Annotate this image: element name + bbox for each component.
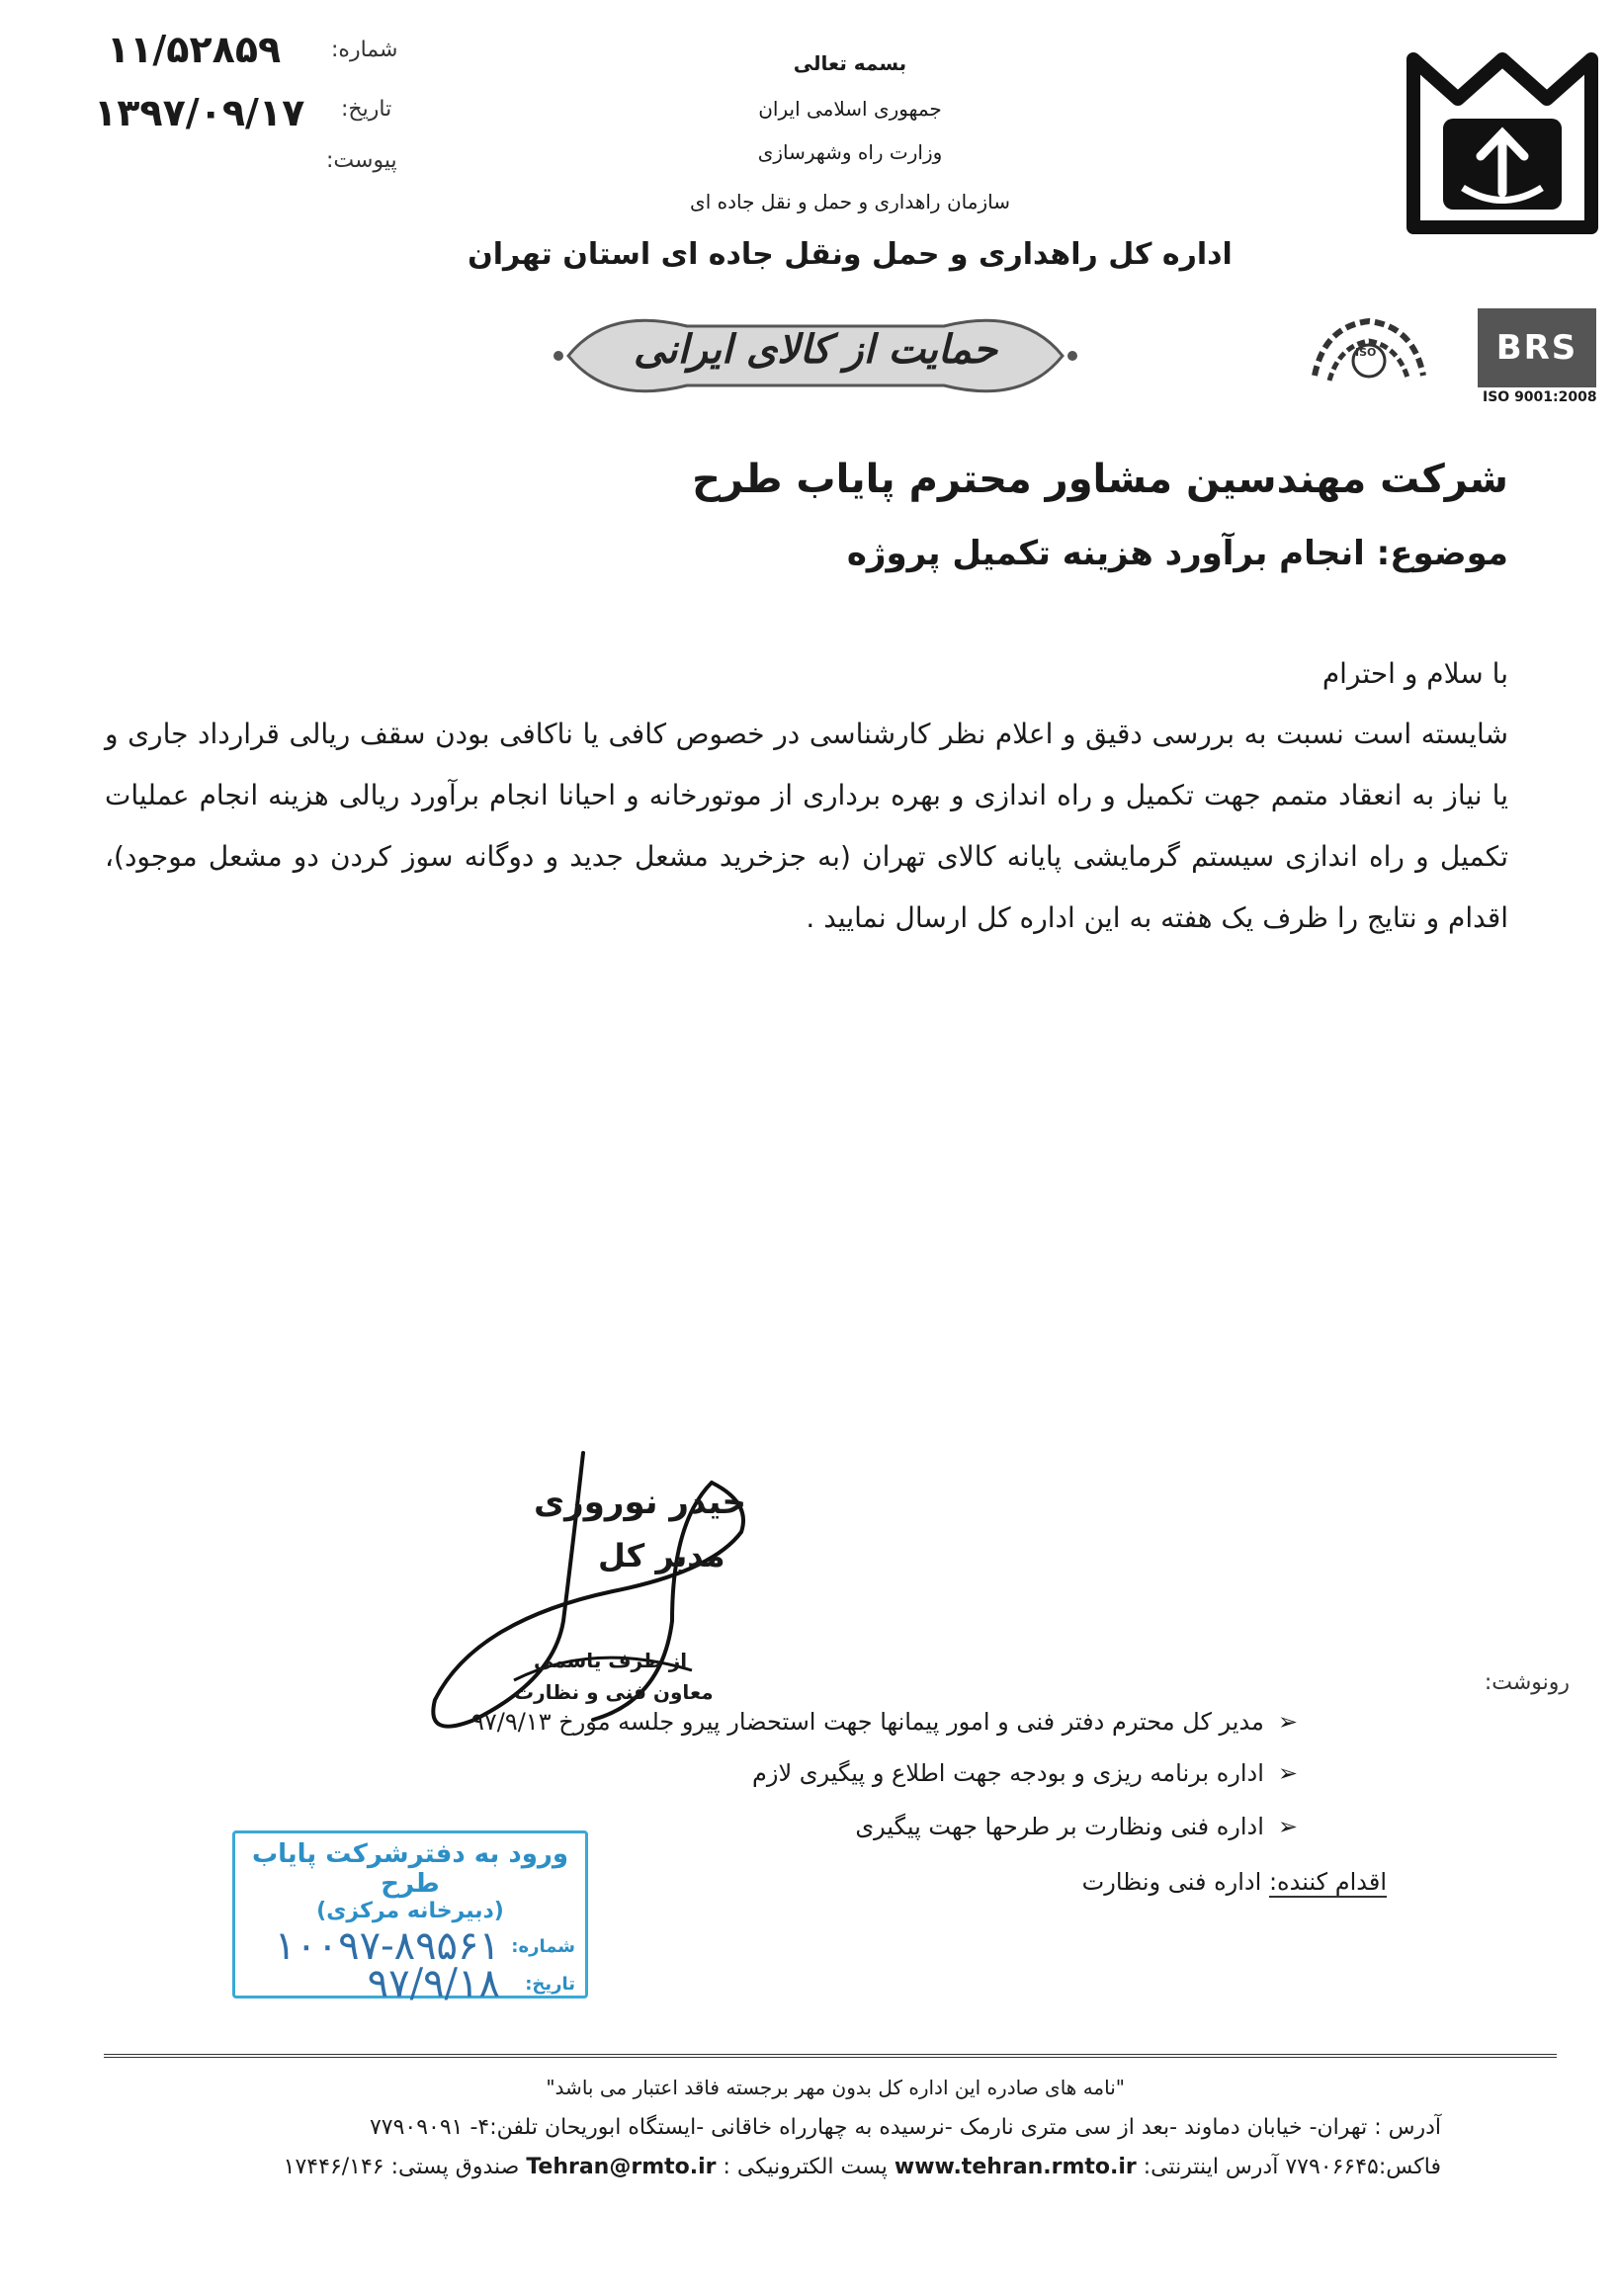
stamp-date-label: تاریخ:: [525, 1973, 575, 1995]
footer-website-link[interactable]: www.tehran.rmto.ir: [894, 2155, 1137, 2179]
letter-date-value: ۱۳۹۷/۰۹/۱۷: [94, 91, 305, 134]
letter-body: شایسته است نسبت به بررسی دقیق و اعلام نظر کارشناسی در خصوص کافی یا ناکافی بودن سقف ریالی قرارداد جاری و یا نیاز به انعقاد متمم جهت تکمیل و راه اندازی و بهره برداری از موتورخانه و احیانا انجام برآورد ریالی هزینه انجام عملیات تکمیل و راه اندازی سیستم گرمایشی پایانه کالای تهران (به جزخرید مشعل جدید و دوگانه سوز کردن دو مشعل موجود)، اقدام و نتایج را ظرف یک هفته به این اداره کل ارسال نمایید .: [105, 718, 1508, 934]
footer-divider: [104, 2054, 1557, 2058]
on-behalf-of: از طرف یاسمی: [534, 1649, 688, 1672]
department-title: اداره کل راهداری و حمل ونقل جاده ای استان تهران: [468, 237, 1233, 272]
iso-certificate-text: ISO 9001:2008: [1483, 389, 1597, 405]
rmto-logo-icon: [1404, 40, 1601, 237]
republic-title: جمهوری اسلامی ایران: [758, 97, 942, 121]
cc-item-1: ➢مدیر کل محترم دفتر فنی و امور پیمانها جهت استحضار پیرو جلسه مورخ ۹۷/۹/۱۳: [470, 1708, 1298, 1736]
banner-calligraphy: حمایت از کالای ایرانی: [634, 326, 997, 373]
letter-number-value: ۱۱/۵۲۸۵۹: [107, 28, 282, 71]
signatory-title: مدیر کل: [598, 1537, 725, 1574]
ministry-title: وزارت راه وشهرسازی: [757, 140, 943, 164]
action-by-value: اداره فنی ونظارت: [1081, 1868, 1262, 1896]
letter-number-label: شماره:: [331, 38, 398, 62]
action-by: [1082, 1868, 1387, 1896]
greeting: با سلام و احترام: [1321, 657, 1508, 690]
organization-title: سازمان راهداری و حمل و نقل جاده ای: [690, 190, 1010, 213]
deputy-title: معاون فنی و نظارت: [514, 1680, 714, 1704]
footer-address: آدرس : تهران- خیابان دماوند -بعد از سی متری نارمک -نرسیده به چهارراه خاقانی -ایستگاه ابوریحان تلفن:۴- ۷۷۹۰۹۰۹۱: [369, 2115, 1441, 2140]
support-iranian-goods-banner: [549, 297, 1082, 415]
receipt-stamp: [232, 1830, 588, 2006]
stamp-number-label: شماره:: [511, 1935, 575, 1957]
signatory-name: حیدر نوروزی: [534, 1483, 746, 1522]
iso-seal-text: ISO: [1355, 346, 1377, 359]
footer-contacts: [284, 2155, 1441, 2179]
action-by-label: اقدام کننده:: [1268, 1868, 1387, 1896]
brs-logo: BRS: [1478, 308, 1596, 387]
cc-heading: رونوشت:: [1484, 1670, 1570, 1695]
cc-item-3: ➢اداره فنی ونظارت بر طرحها جهت پیگیری: [855, 1813, 1298, 1840]
stamp-title: ورود به دفترشرکت پایاب طرح: [251, 1839, 569, 1899]
stamp-date-value: ۹۷/۹/۱۸: [367, 1961, 500, 2006]
letter-date-label: تاریخ:: [341, 97, 392, 122]
subject: موضوع: انجام برآورد هزینه تکمیل پروژه: [846, 534, 1508, 573]
footer-fax: فاکس:۷۷۹۰۶۶۴۵ آدرس اینترنتی:: [1143, 2155, 1441, 2179]
letter-attachment-label: پیوست:: [326, 148, 397, 173]
check-arrow-icon: ➢: [1277, 1708, 1298, 1736]
check-arrow-icon: ➢: [1277, 1813, 1298, 1840]
footer-email-label: پست الکترونیکی :: [723, 2155, 888, 2179]
footer-notice: "نامه های صادره این اداره کل بدون مهر برجسته فاقد اعتبار می باشد": [546, 2076, 1125, 2099]
cc-item-2: ➢اداره برنامه ریزی و بودجه جهت اطلاع و پیگیری لازم: [752, 1759, 1298, 1787]
footer-pobox: صندوق پستی: ۱۷۴۴۶/۱۴۶: [283, 2155, 520, 2179]
footer-email-link[interactable]: Tehran@rmto.ir: [526, 2155, 717, 2179]
basmala: بسمه تعالی: [793, 51, 907, 75]
check-arrow-icon: ➢: [1277, 1759, 1298, 1787]
stamp-subtitle: (دبیرخانه مرکزی): [316, 1899, 504, 1923]
stamp-number-value: ۱۰۰۹۷-۸۹۵۶۱: [274, 1923, 500, 1969]
addressee: شرکت مهندسین مشاور محترم پایاب طرح: [692, 457, 1508, 502]
